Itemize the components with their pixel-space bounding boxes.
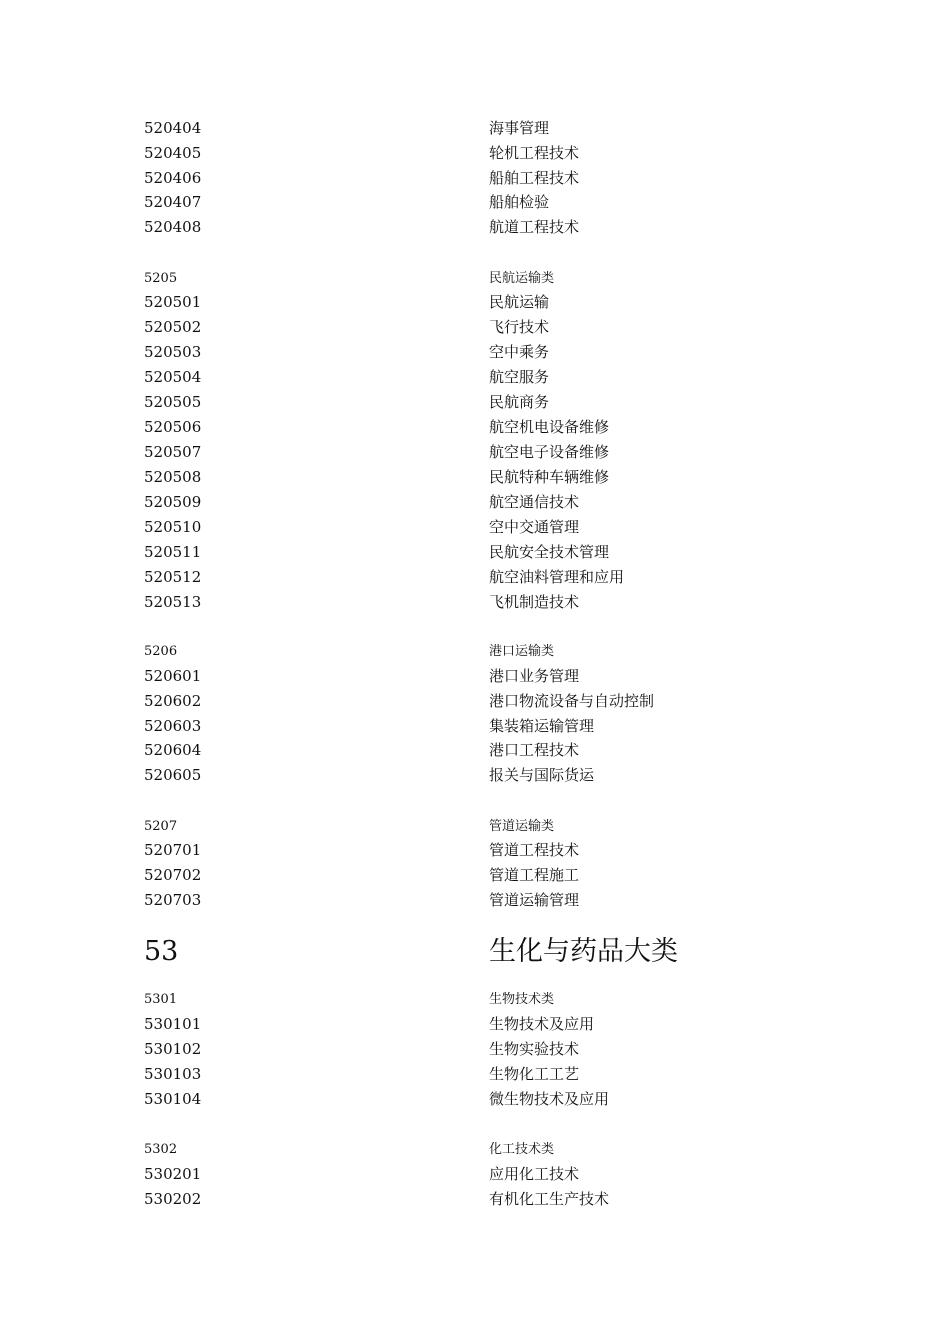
program-row <box>0 190 950 214</box>
program-row <box>0 315 950 339</box>
program-name: 船舶检验 <box>489 193 550 211</box>
category-row <box>0 815 950 839</box>
program-row <box>0 415 950 439</box>
program-code: 5302 <box>144 1142 178 1157</box>
program-code: 530101 <box>144 1015 202 1033</box>
program-name: 港口运输类 <box>489 644 555 659</box>
category-row <box>0 267 950 291</box>
program-code: 530102 <box>144 1040 202 1058</box>
program-code: 520509 <box>144 493 202 511</box>
program-code: 520510 <box>144 518 202 536</box>
program-row <box>0 863 950 887</box>
program-code: 530201 <box>144 1165 202 1183</box>
program-code: 520604 <box>144 741 202 759</box>
program-name: 航空机电设备维修 <box>489 418 610 436</box>
program-row <box>0 365 950 389</box>
program-name: 生化与药品大类 <box>489 936 678 967</box>
program-row <box>0 590 950 614</box>
program-row <box>0 888 950 912</box>
program-code: 520407 <box>144 193 202 211</box>
program-row <box>0 515 950 539</box>
program-name: 生物技术及应用 <box>489 1015 595 1033</box>
program-name: 管道工程施工 <box>489 866 580 884</box>
program-code: 520512 <box>144 568 202 586</box>
program-code: 520404 <box>144 119 202 137</box>
program-code: 520408 <box>144 218 202 236</box>
program-name: 航道工程技术 <box>489 218 580 236</box>
program-name: 生物技术类 <box>489 992 555 1007</box>
program-code: 53 <box>144 936 179 967</box>
program-row <box>0 1162 950 1186</box>
program-name: 飞机制造技术 <box>489 593 580 611</box>
program-name: 港口业务管理 <box>489 667 580 685</box>
program-code: 520505 <box>144 393 202 411</box>
program-code: 530104 <box>144 1090 202 1108</box>
program-name: 航空油料管理和应用 <box>489 568 625 586</box>
program-code: 5207 <box>144 819 178 834</box>
program-row <box>0 1187 950 1211</box>
program-code: 520605 <box>144 766 202 784</box>
program-code: 520501 <box>144 293 202 311</box>
program-name: 微生物技术及应用 <box>489 1090 610 1108</box>
program-name: 海事管理 <box>489 119 550 137</box>
program-row <box>0 714 950 738</box>
program-name: 航空通信技术 <box>489 493 580 511</box>
category-row <box>0 988 950 1012</box>
program-row <box>0 838 950 862</box>
program-code: 520703 <box>144 891 202 909</box>
program-name: 空中乘务 <box>489 343 550 361</box>
program-row <box>0 738 950 762</box>
program-code: 520406 <box>144 169 202 187</box>
program-code: 520405 <box>144 144 202 162</box>
program-name: 有机化工生产技术 <box>489 1190 610 1208</box>
program-name: 港口物流设备与自动控制 <box>489 692 655 710</box>
program-name: 管道运输类 <box>489 819 555 834</box>
program-name: 轮机工程技术 <box>489 144 580 162</box>
program-row <box>0 141 950 165</box>
program-name: 集装箱运输管理 <box>489 717 595 735</box>
program-name: 民航运输 <box>489 293 550 311</box>
program-code: 520701 <box>144 841 202 859</box>
program-code: 520603 <box>144 717 202 735</box>
program-row <box>0 1062 950 1086</box>
program-name: 航空电子设备维修 <box>489 443 610 461</box>
program-name: 空中交通管理 <box>489 518 580 536</box>
program-code: 520702 <box>144 866 202 884</box>
program-code: 530202 <box>144 1190 202 1208</box>
program-code: 520511 <box>144 543 202 561</box>
program-name: 生物实验技术 <box>489 1040 580 1058</box>
program-code: 520506 <box>144 418 202 436</box>
program-code: 520503 <box>144 343 202 361</box>
program-row <box>0 1087 950 1111</box>
program-name: 化工技术类 <box>489 1142 555 1157</box>
program-row <box>0 465 950 489</box>
major-category-row <box>0 932 950 972</box>
program-name: 航空服务 <box>489 368 550 386</box>
program-name: 应用化工技术 <box>489 1165 580 1183</box>
program-row <box>0 1012 950 1036</box>
program-name: 港口工程技术 <box>489 741 580 759</box>
program-code: 520504 <box>144 368 202 386</box>
program-name: 民航商务 <box>489 393 550 411</box>
program-name: 管道工程技术 <box>489 841 580 859</box>
program-row <box>0 1037 950 1061</box>
program-row <box>0 540 950 564</box>
program-row <box>0 340 950 364</box>
program-code: 530103 <box>144 1065 202 1083</box>
program-name: 船舶工程技术 <box>489 169 580 187</box>
program-name: 生物化工工艺 <box>489 1065 580 1083</box>
program-name: 管道运输管理 <box>489 891 580 909</box>
program-name: 民航特种车辆维修 <box>489 468 610 486</box>
program-code: 5206 <box>144 644 178 659</box>
program-name: 民航安全技术管理 <box>489 543 610 561</box>
category-row <box>0 1138 950 1162</box>
program-row <box>0 490 950 514</box>
program-row <box>0 215 950 239</box>
program-code: 5205 <box>144 271 178 286</box>
program-row <box>0 664 950 688</box>
program-name: 飞行技术 <box>489 318 550 336</box>
program-row <box>0 763 950 787</box>
program-code: 520513 <box>144 593 202 611</box>
program-row <box>0 166 950 190</box>
category-row <box>0 640 950 664</box>
program-code: 520508 <box>144 468 202 486</box>
program-name: 报关与国际货运 <box>489 766 595 784</box>
program-code: 520507 <box>144 443 202 461</box>
program-code: 5301 <box>144 992 178 1007</box>
program-row <box>0 440 950 464</box>
program-row <box>0 290 950 314</box>
program-code: 520502 <box>144 318 202 336</box>
program-row <box>0 565 950 589</box>
program-code: 520601 <box>144 667 202 685</box>
program-code: 520602 <box>144 692 202 710</box>
program-row <box>0 689 950 713</box>
program-name: 民航运输类 <box>489 271 555 286</box>
program-row <box>0 390 950 414</box>
program-row <box>0 116 950 140</box>
